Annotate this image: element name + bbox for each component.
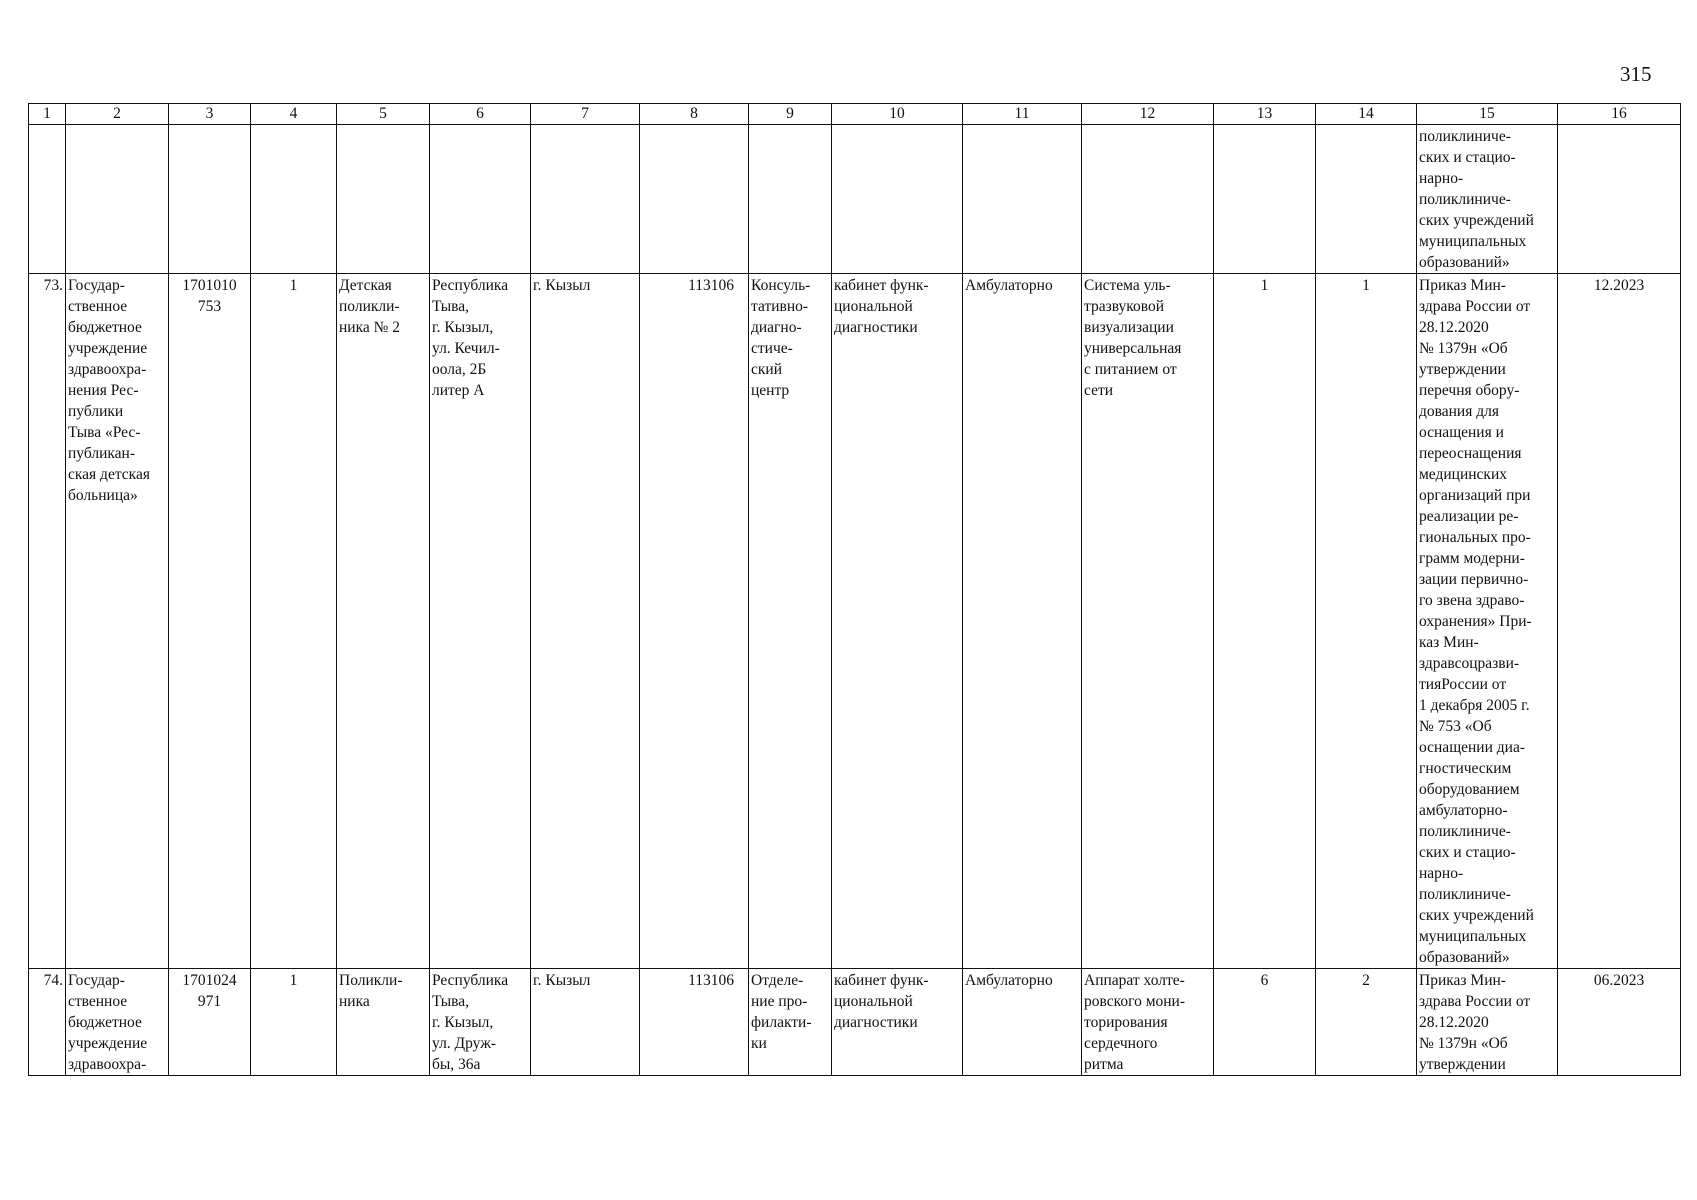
header-cell: 9 <box>749 104 832 125</box>
institution-cell: Государ- ственное бюджетное учреждение здравоохра- <box>66 969 169 1076</box>
header-cell: 12 <box>1082 104 1214 125</box>
basis-continuation-cell: поликлиниче- ских и стацио- нарно- поликлиниче- ских учреждений муниципальных образований» <box>1417 125 1558 274</box>
header-cell: 2 <box>66 104 169 125</box>
room-cell: кабинет функ- циональной диагностики <box>832 274 963 969</box>
header-cell: 6 <box>430 104 531 125</box>
row-number: 74. <box>29 969 66 1076</box>
empty-cell <box>749 125 832 274</box>
city-cell: г. Кызыл <box>531 969 640 1076</box>
empty-cell <box>963 125 1082 274</box>
header-cell: 1 <box>29 104 66 125</box>
code-cell: 1701024 971 <box>169 969 251 1076</box>
header-cell: 7 <box>531 104 640 125</box>
empty-cell <box>251 125 337 274</box>
empty-cell <box>66 125 169 274</box>
header-cell: 16 <box>1558 104 1681 125</box>
empty-cell <box>1316 125 1417 274</box>
equipment-table <box>28 103 1681 1076</box>
quantity-cell: 1 <box>1316 274 1417 969</box>
empty-cell <box>1214 125 1316 274</box>
empty-cell <box>430 125 531 274</box>
okato-cell: 113106 <box>640 274 749 969</box>
mode-cell: Амбулаторно <box>963 969 1082 1076</box>
count-cell: 1 <box>251 274 337 969</box>
empty-cell <box>832 125 963 274</box>
header-cell: 14 <box>1316 104 1417 125</box>
code-cell: 1701010 753 <box>169 274 251 969</box>
equipment-cell: Аппарат холте- ровского мони- торирования сердечного ритма <box>1082 969 1214 1076</box>
quantity-cell: 2 <box>1316 969 1417 1076</box>
header-cell: 13 <box>1214 104 1316 125</box>
header-cell: 8 <box>640 104 749 125</box>
header-cell: 11 <box>963 104 1082 125</box>
empty-cell <box>169 125 251 274</box>
quantity-cell: 6 <box>1214 969 1316 1076</box>
header-row <box>29 104 1681 125</box>
address-cell: Республика Тыва, г. Кызыл, ул. Друж- бы, 36а <box>430 969 531 1076</box>
continuation-row <box>29 125 1681 274</box>
count-cell: 1 <box>251 969 337 1076</box>
empty-cell <box>531 125 640 274</box>
basis-cell: Приказ Мин- здрава России от 28.12.2020 № 1379н «Об утверждении <box>1417 969 1558 1076</box>
institution-cell: Государ- ственное бюджетное учреждение здравоохра- нения Рес- публики Тыва «Рес- публикан- ская детская больница» <box>66 274 169 969</box>
okato-cell: 113106 <box>640 969 749 1076</box>
empty-cell <box>337 125 430 274</box>
empty-cell <box>29 125 66 274</box>
header-cell: 4 <box>251 104 337 125</box>
quantity-cell: 1 <box>1214 274 1316 969</box>
date-cell: 12.2023 <box>1558 274 1681 969</box>
header-cell: 15 <box>1417 104 1558 125</box>
mode-cell: Амбулаторно <box>963 274 1082 969</box>
header-cell: 3 <box>169 104 251 125</box>
table-row <box>29 969 1681 1076</box>
city-cell: г. Кызыл <box>531 274 640 969</box>
room-cell: кабинет функ- циональной диагностики <box>832 969 963 1076</box>
header-cell: 5 <box>337 104 430 125</box>
empty-cell <box>1082 125 1214 274</box>
basis-cell: Приказ Мин- здрава России от 28.12.2020 № 1379н «Об утверждении перечня обору- дования для оснащения и переоснащения медицинских организаций при реализации ре- гиональных про- грамм модерни- зации первично- го звена здраво- охранения» При- каз Мин- здравсоцразви- тияРоссии от 1 декабря 2005 г. № 753 «Об оснащении диа- гностическим оборудованием амбулаторно- поликлиниче- ских и стацио- нарно- поликлиниче- ских учреждений муниципальных образований» <box>1417 274 1558 969</box>
table-row <box>29 274 1681 969</box>
header-cell: 10 <box>832 104 963 125</box>
department-cell: Отделе- ние про- филакти- ки <box>749 969 832 1076</box>
page-number: 315 <box>1620 62 1652 86</box>
equipment-cell: Система уль- тразвуковой визуализации универсальная с питанием от сети <box>1082 274 1214 969</box>
row-number: 73. <box>29 274 66 969</box>
date-cell: 06.2023 <box>1558 969 1681 1076</box>
unit-cell: Детская поликли- ника № 2 <box>337 274 430 969</box>
empty-cell <box>1558 125 1681 274</box>
empty-cell <box>640 125 749 274</box>
department-cell: Консуль- тативно- диагно- стиче- ский центр <box>749 274 832 969</box>
unit-cell: Поликли- ника <box>337 969 430 1076</box>
address-cell: Республика Тыва, г. Кызыл, ул. Кечил- оола, 2Б литер А <box>430 274 531 969</box>
